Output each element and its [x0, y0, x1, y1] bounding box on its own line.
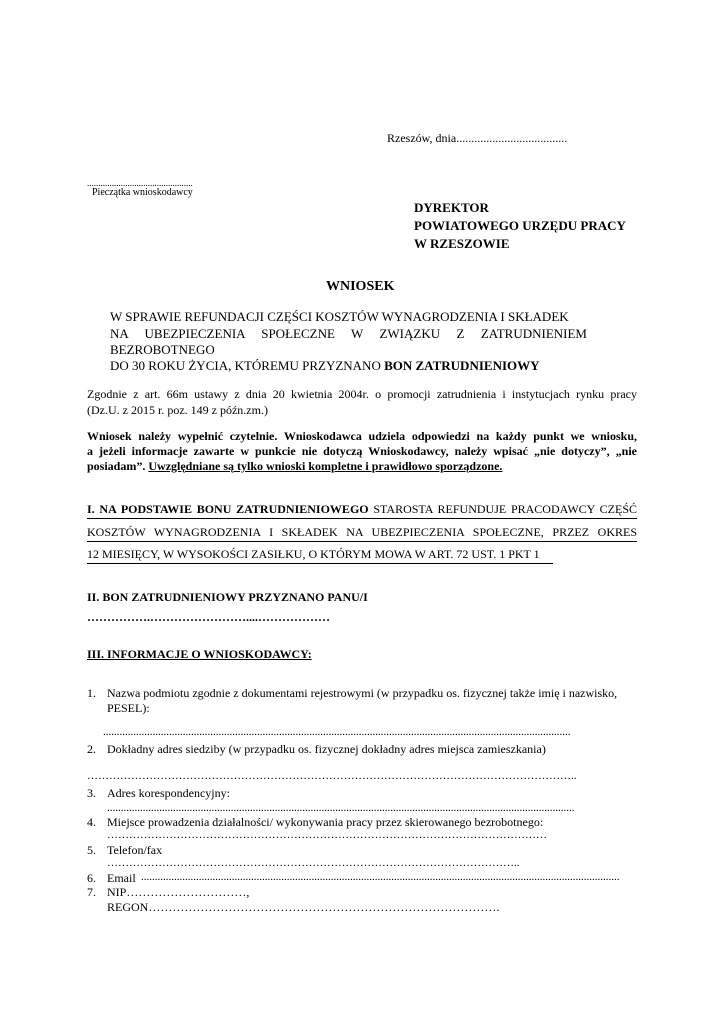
- item-2-number: 2.: [87, 742, 96, 756]
- section-2-heading: II. BON ZATRUDNIENIOWY PRZYZNANO PANU/I: [87, 590, 368, 604]
- item-7-number: 7.: [87, 885, 96, 899]
- addressee-line-2: POWIATOWEGO URZĘDU PRACY: [414, 218, 626, 233]
- notice-line-1: Wniosek należy wypełnić czytelnie. Wnioskodawca udziela odpowiedzi na każdy punkt we wniosku,: [87, 429, 637, 443]
- item-5-number: 5.: [87, 843, 96, 857]
- item-2-label: Dokładny adres siedziby (w przypadku os. fizycznej dokładny adres miejsca zamieszkania): [107, 742, 546, 756]
- section-2-dots: …………….……………………....………………: [87, 610, 330, 624]
- addressee-line-3: W RZESZOWIE: [414, 236, 510, 251]
- item-3-fill-line[interactable]: ..........................................................................................................................................................................: [107, 802, 575, 814]
- section-1-rule-1: [87, 518, 637, 519]
- item-1-label-cont: PESEL):: [107, 701, 150, 715]
- legal-basis-line-2: (Dz.U. z 2015 r. poz. 149 z późn.zm.): [87, 403, 268, 417]
- section-1-rule-2: [87, 541, 637, 542]
- item-6-fill-line[interactable]: ..............................................................................................................................................................................: [141, 871, 620, 883]
- item-4-number: 4.: [87, 815, 96, 829]
- item-1-fill-line[interactable]: ..........................................................................................................................................................................: [103, 726, 571, 738]
- section-1-line-3: 12 MIESIĘCY, W WYSOKOŚCI ZASIŁKU, O KTÓRYM MOWA W ART. 72 UST. 1 PKT 1: [87, 547, 540, 561]
- section-1-rule-3: [87, 563, 553, 564]
- subject-line-4: DO 30 ROKU ŻYCIA, KTÓREMU PRZYZNANO BON ZATRUDNIENIOWY: [110, 358, 540, 373]
- subject-line-1: W SPRAWIE REFUNDACJI CZĘŚCI KOSZTÓW WYNAGRODZENIA I SKŁADEK: [110, 309, 569, 324]
- subject-line-3: BEZROBOTNEGO: [110, 342, 215, 357]
- addressee-line-1: DYREKTOR: [414, 200, 489, 215]
- item-7-regon[interactable]: REGON…………………………………………………………………………….: [107, 900, 500, 914]
- item-6-label: Email: [107, 871, 136, 885]
- item-6-number: 6.: [87, 871, 96, 885]
- item-2-fill-line[interactable]: ……………………………………………………………………………………………………………………..: [87, 770, 577, 782]
- item-5-label: Telefon/fax: [107, 843, 163, 857]
- section-1-line-1: I. NA PODSTAWIE BONU ZATRUDNIENIOWEGO STAROSTA REFUNDUJE PRACODAWCY CZĘŚĆ: [87, 502, 637, 516]
- notice-line-3: posiadam”. Uwzględniane są tylko wnioski kompletne i prawidłowo sporządzone.: [87, 459, 503, 473]
- item-3-label: Adres korespondencyjny:: [107, 786, 230, 800]
- stamp-label: Pieczątka wnioskodawcy: [92, 187, 193, 198]
- legal-basis-line-1: Zgodnie z art. 66m ustawy z dnia 20 kwietnia 2004r. o promocji zatrudnienia i instytucjach rynku pracy: [87, 387, 637, 401]
- item-5-fill-line[interactable]: …………………………………………………………………………………………………..: [107, 857, 520, 869]
- document-title: WNIOSEK: [326, 279, 395, 294]
- item-4-label: Miejsce prowadzenia działalności/ wykonywania pracy przez skierowanego bezrobotnego:: [107, 815, 544, 829]
- item-1-number: 1.: [87, 686, 96, 700]
- item-3-number: 3.: [87, 786, 96, 800]
- item-7-nip[interactable]: NIP…………………………,: [107, 885, 250, 899]
- item-1-label: Nazwa podmiotu zgodnie z dokumentami rejestrowymi (w przypadku os. fizycznej także imię i nazwisko,: [107, 686, 618, 700]
- place-date-line: Rzeszów, dnia.....................................: [387, 131, 568, 145]
- section-1-line-2: KOSZTÓW WYNAGRODZENIA I SKŁADEK NA UBEZPIECZENIA SPOŁECZNE, PRZEZ OKRES: [87, 525, 637, 539]
- section-3-heading: III. INFORMACJE O WNIOSKODAWCY:: [87, 647, 312, 661]
- notice-line-2: a jeżeli informacje zawarte w punkcie nie dotyczą Wnioskodawcy, należy wpisać „nie dotyczy”, „nie: [87, 444, 637, 458]
- item-4-fill-line[interactable]: …………………………………………………………………………………………………………: [107, 829, 547, 841]
- stamp-dots: ...............................................: [87, 178, 193, 188]
- subject-line-2: NA UBEZPIECZENIA SPOŁECZNE W ZWIĄZKU Z ZATRUDNIENIEM: [110, 326, 587, 341]
